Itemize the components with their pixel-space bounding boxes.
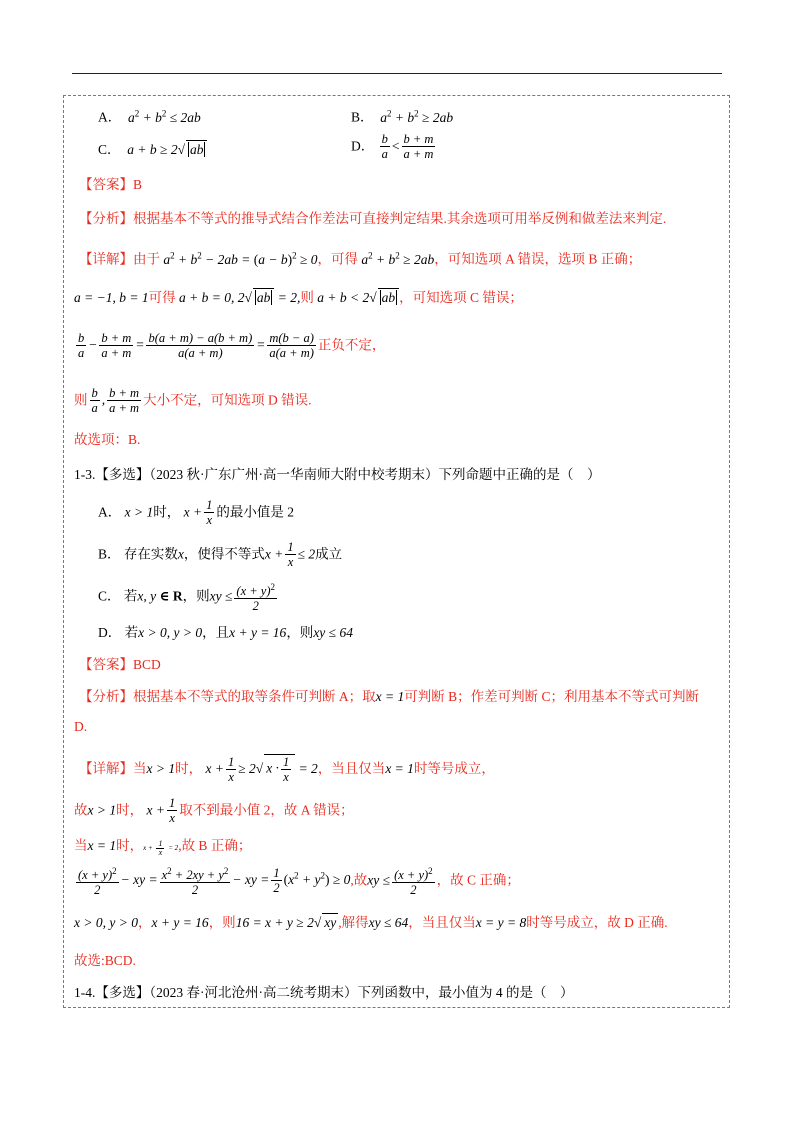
q13-option-b: B． 存在实数x，使得不等式x + $\frac{1}{x}$ ≤ 2成立: [98, 540, 343, 569]
q13-analysis-line1: 【分析】根据基本不等式的取等条件可判断 A；取x = 1可判断 B；作差可判断 C；利用基本不等式可判断: [79, 689, 699, 704]
q13-detail-line3: 当x = 1时，x + $\frac{1}{x}$ = 2,故 B 正确；: [74, 838, 252, 857]
q13-option-a: A． x > 1时， x + $\frac{1}{x}$ 的最小值是 2: [98, 498, 294, 527]
header-rule: [72, 73, 722, 74]
conclusion-prev: 故选项：B.: [74, 432, 141, 447]
analysis-prev: 【分析】根据基本不等式的推导式结合作差法可直接判定结果.其余选项可用举反例和做差法来判定.: [79, 211, 667, 226]
q13-detail-line5: x > 0, y > 0，x + y = 16，则16 = x + y ≥ 2√ xy ,解得xy ≤ 64，当且仅当x = y = 8时等号成立，故 D 正确.: [74, 915, 668, 930]
option-c: C． a + b ≥ 2√ ab: [98, 140, 207, 159]
q13-answer: 【答案】BCD: [79, 657, 161, 672]
q13-detail-line4: $\frac{(x + y)^2}{2}$ − xy = $\frac{x^2 + 2xy + y^2}{2}$ − xy = $\frac{1}{2}$ $(x^2 + y^2) \ge 0$,故xy ≤ $\frac{(x + y)^2}{2}$ ，故 C 正确；: [78, 866, 520, 898]
q13-option-d: D． 若x > 0, y > 0，且x + y = 16，则xy ≤ 64: [98, 625, 353, 640]
option-b: B． $a^2 + b^2 \ge 2ab$: [351, 108, 454, 125]
q13-option-c: C． 若x, y ∈ R，则xy ≤ $\frac{(x + y)^2}{2}$: [98, 582, 276, 614]
q13-detail-line1: 【详解】当x > 1时， x + $\frac{1}{x}$ ≥ 2√ x · $\frac{1}{x}$ = 2，当且仅当x = 1时等号成立，: [79, 754, 495, 784]
detail-prev-line3: $\frac{b}{a}$ − $\frac{b + m}{a + m}$ = $\frac{b(a + m) - a(b + m)}{a(a + m)}$ = $\frac{m(b - a)}{a(a + m)}$ 正负不定，: [78, 331, 386, 360]
question-1-4-header: 1-4.【多选】（2023 春·河北沧州·高二统考期末）下列函数中，最小值为 4 的是（ ）: [74, 985, 574, 1000]
option-d: D． $\frac{b}{a}$ < $\frac{b + m}{a + m}$: [351, 132, 434, 161]
q13-detail-line2: 故x > 1时， x + $\frac{1}{x}$ 取不到最小值 2，故 A 错误；: [74, 796, 354, 825]
question-1-3-header: 1-3.【多选】（2023 秋·广东广州·高一华南师大附中校考期末）下列命题中正确的是（ ）: [74, 467, 601, 482]
answer-prev: 【答案】B: [79, 177, 143, 192]
option-a: A． $a^2 + b^2 \le 2ab$: [98, 108, 201, 125]
q13-analysis-line2: D.: [74, 719, 88, 734]
detail-prev-line1: 【详解】由于 $a^2 + b^2 - 2ab = (a - b)^2 \ge 0$，可得 $a^2 + b^2 \ge 2ab$，可知选项 A 错误，选项 B 正确；: [79, 250, 642, 267]
detail-prev-line2: a = −1, b = 1可得 a + b = 0, 2√ ab = 2,则 a + b < 2√ ab ，可知选项 C 错误；: [74, 290, 523, 305]
detail-prev-line4: 则 $\frac{b}{a}$ , $\frac{b + m}{a + m}$ 大小不定，可知选项 D 错误.: [74, 386, 312, 415]
q13-conclusion: 故选:BCD.: [74, 953, 136, 968]
